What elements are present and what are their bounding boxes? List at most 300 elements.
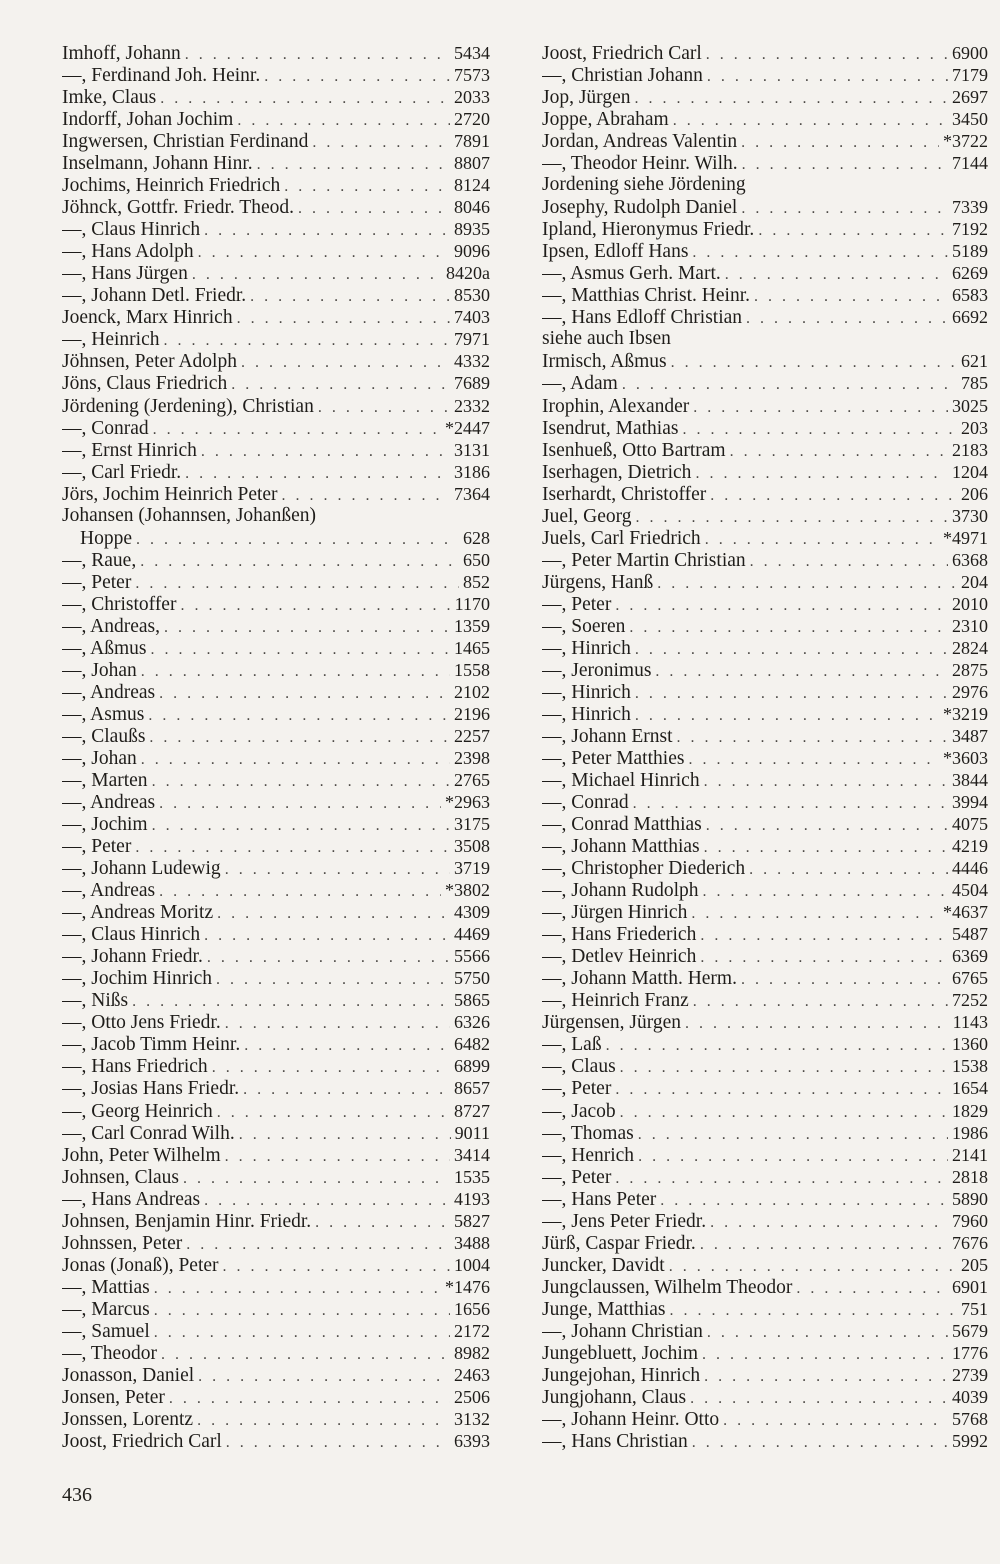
leader-dots — [691, 903, 939, 923]
index-entry — [62, 637, 490, 659]
leader-dots — [159, 881, 441, 901]
entry-name: —, Claußs — [62, 725, 146, 747]
entry-name: Joppe, Abraham — [542, 109, 669, 131]
entry-name: Jöhnsen, Peter Adolph — [62, 351, 237, 373]
index-entry — [62, 593, 490, 615]
index-entry — [542, 835, 988, 857]
index-entry — [542, 306, 988, 328]
entry-number: 6583 — [952, 285, 988, 306]
index-entry — [62, 1188, 490, 1210]
entry-number: 7891 — [454, 131, 490, 152]
entry-name: Ingwersen, Christian Ferdinand — [62, 131, 309, 153]
index-entry — [542, 1011, 988, 1033]
index-entry — [62, 483, 490, 505]
entry-number: 6482 — [454, 1034, 490, 1055]
entry-name: —, Johann Heinr. Otto — [542, 1408, 720, 1430]
leader-dots — [231, 374, 450, 394]
leader-dots — [185, 463, 450, 483]
index-entry — [62, 527, 490, 549]
entry-name: Joost, Friedrich Carl — [62, 1430, 222, 1452]
index-entry — [542, 1100, 988, 1122]
entry-number: 6368 — [952, 549, 988, 570]
index-entry — [62, 857, 490, 879]
entry-name: —, Jochim Hinrich — [62, 968, 213, 990]
entry-number: 4469 — [454, 924, 490, 945]
entry-number: 3488 — [454, 1232, 490, 1253]
index-entry — [542, 1408, 988, 1430]
leader-dots — [192, 264, 442, 284]
leader-dots — [153, 419, 441, 439]
entry-name: —, Johann Ludewig — [62, 858, 221, 880]
index-entry — [62, 1430, 490, 1452]
leader-dots — [671, 352, 957, 372]
entry-name: Irophin, Alexander — [542, 395, 690, 417]
entry-name: —, Thomas — [542, 1122, 634, 1144]
entry-number: 3186 — [454, 461, 490, 482]
leader-dots — [197, 1410, 450, 1430]
entry-number: 1004 — [454, 1254, 490, 1275]
leader-dots — [180, 595, 450, 615]
entry-number: 1654 — [952, 1078, 988, 1099]
entry-name: —, Carl Conrad Wilh. — [62, 1122, 235, 1144]
entry-number: 8982 — [454, 1342, 490, 1363]
leader-dots — [749, 859, 948, 879]
entry-number: *3722 — [943, 131, 988, 152]
entry-name: —, Jacob Timm Heinr. — [62, 1034, 241, 1056]
leader-dots — [704, 771, 948, 791]
leader-dots — [241, 352, 450, 372]
entry-name: —, Johann Friedr. — [62, 946, 203, 968]
index-entry — [62, 1077, 490, 1099]
index-entry — [542, 1077, 988, 1099]
leader-dots — [660, 1190, 948, 1210]
entry-number: 6765 — [952, 968, 988, 989]
entry-number: 6901 — [952, 1276, 988, 1297]
index-entry — [62, 284, 490, 306]
leader-dots — [706, 815, 948, 835]
leader-dots — [702, 1344, 948, 1364]
index-entry — [542, 1188, 988, 1210]
index-entry — [62, 1298, 490, 1320]
entry-name: Isenhueß, Otto Bartram — [542, 439, 726, 461]
entry-number: 1143 — [952, 1012, 988, 1033]
entry-name: —, Otto Jens Friedr. — [62, 1012, 221, 1034]
index-entry — [542, 813, 988, 835]
entry-number: 2010 — [952, 593, 988, 614]
entry-number: *3603 — [943, 748, 988, 768]
entry-name: —, Christoffer — [62, 593, 177, 615]
left-column — [62, 42, 490, 1452]
entry-name: —, Hans Edloff Christian — [542, 307, 743, 329]
index-entry — [62, 703, 490, 725]
entry-number: 6369 — [952, 946, 988, 967]
entry-name: Junge, Matthias — [542, 1298, 666, 1320]
entry-number: 785 — [961, 373, 988, 394]
entry-number: 2818 — [952, 1166, 988, 1187]
entry-number: 8420a — [446, 263, 490, 284]
leader-dots — [638, 1146, 948, 1166]
leader-dots — [695, 463, 948, 483]
index-entry — [62, 1254, 490, 1276]
entry-name: Jordan, Andreas Valentin — [542, 131, 738, 153]
leader-dots — [615, 1079, 948, 1099]
index-entry — [542, 703, 988, 725]
leader-dots — [741, 969, 948, 989]
entry-name: Imke, Claus — [62, 87, 157, 109]
index-entry — [62, 1166, 490, 1188]
entry-number: 3025 — [952, 395, 988, 416]
entry-name: —, Samuel — [62, 1320, 150, 1342]
entry-number: 1204 — [952, 461, 988, 482]
leader-dots — [148, 705, 450, 725]
entry-name: Juel, Georg — [542, 505, 632, 527]
leader-dots — [204, 220, 450, 240]
entry-number: 2310 — [952, 615, 988, 636]
index-entry — [542, 1055, 988, 1077]
index-entry — [62, 395, 490, 417]
index-entry — [542, 108, 988, 130]
index-entry — [62, 152, 490, 174]
entry-name: —, Conrad — [62, 417, 149, 439]
leader-dots — [315, 1212, 450, 1232]
entry-number: *2963 — [445, 792, 490, 813]
page-number: 436 — [62, 1484, 92, 1506]
index-entry — [542, 923, 988, 945]
entry-number: 2172 — [454, 1320, 490, 1341]
entry-number: 3508 — [454, 836, 490, 857]
entry-name: Hoppe — [80, 527, 132, 549]
leader-dots — [185, 44, 450, 64]
index-entry — [542, 989, 988, 1011]
entry-number: 4332 — [454, 351, 490, 372]
entry-number: 204 — [961, 571, 988, 592]
entry-name: Iserhardt, Christoffer — [542, 483, 707, 505]
entry-name: Jungclaussen, Wilhelm Theodor — [542, 1276, 793, 1298]
entry-name: —, Conrad — [542, 792, 629, 814]
entry-number: 1986 — [952, 1122, 988, 1143]
entry-name: —, Hinrich — [542, 703, 631, 725]
leader-dots — [298, 198, 450, 218]
leader-dots — [186, 1234, 450, 1254]
entry-number: 852 — [463, 571, 490, 592]
entry-name: —, Andreas — [62, 681, 156, 703]
leader-dots — [693, 991, 948, 1011]
index-entry — [542, 152, 988, 174]
entry-name: Joenck, Marx Hinrich — [62, 307, 233, 329]
entry-number: 3487 — [952, 725, 988, 746]
index-entry — [542, 284, 988, 306]
index-entry — [542, 967, 988, 989]
entry-number: 2765 — [454, 770, 490, 791]
entry-name: —, Ernst Hinrich — [62, 439, 197, 461]
index-entry — [62, 1122, 490, 1144]
index-entry — [62, 1386, 490, 1408]
entry-number: 8657 — [454, 1078, 490, 1099]
leader-dots — [201, 441, 450, 461]
entry-number: 4193 — [454, 1188, 490, 1209]
index-entry — [542, 791, 988, 813]
index-entry — [62, 923, 490, 945]
leader-dots — [700, 925, 948, 945]
entry-number: *2447 — [445, 417, 490, 438]
entry-number: 8124 — [454, 175, 490, 196]
entry-number: 7179 — [952, 65, 988, 86]
entry-name: —, Hans Friedrich — [62, 1056, 208, 1078]
leader-dots — [682, 419, 957, 439]
entry-number: 9096 — [454, 241, 490, 262]
entry-number: 2739 — [952, 1364, 988, 1385]
index-entry — [62, 505, 490, 527]
leader-dots — [669, 1300, 957, 1320]
leader-dots — [673, 110, 948, 130]
entry-name: Indorff, Johan Jochim — [62, 109, 234, 131]
entry-number: 7339 — [952, 197, 988, 218]
entry-number: 2697 — [952, 87, 988, 108]
entry-number: 2398 — [454, 748, 490, 768]
entry-name: —, Michael Hinrich — [542, 770, 700, 792]
leader-dots — [615, 1168, 948, 1188]
leader-dots — [244, 1035, 450, 1055]
leader-dots — [204, 925, 450, 945]
leader-dots — [655, 661, 948, 681]
entry-name: Jöhnck, Gottfr. Friedr. Theod. — [62, 197, 294, 219]
index-entry — [542, 196, 988, 218]
leader-dots — [669, 1256, 957, 1276]
leader-dots — [204, 1190, 450, 1210]
leader-dots — [615, 595, 948, 615]
index-entry — [542, 1232, 988, 1254]
entry-number: 2875 — [952, 659, 988, 680]
entry-name: Jordening siehe Jördening — [542, 174, 746, 196]
entry-number: 5992 — [952, 1430, 988, 1451]
entry-number: 8935 — [454, 219, 490, 240]
index-entry — [542, 372, 988, 394]
leader-dots — [250, 286, 450, 306]
entry-name: —, Johann Matth. Herm. — [542, 968, 737, 990]
index-entry — [62, 174, 490, 196]
entry-number: 2102 — [454, 681, 490, 702]
entry-name: Ipland, Hieronymus Friedr. — [542, 219, 755, 241]
leader-dots — [741, 198, 948, 218]
entry-name: —, Theodor — [62, 1342, 157, 1364]
leader-dots — [225, 1013, 450, 1033]
leader-dots — [135, 573, 459, 593]
index-entry — [62, 989, 490, 1011]
entry-number: 2976 — [952, 681, 988, 702]
entry-number: 7676 — [952, 1232, 988, 1253]
leader-dots — [217, 903, 450, 923]
leader-dots — [226, 1432, 450, 1452]
entry-name: —, Claus Hinrich — [62, 924, 201, 946]
entry-name: Inselmann, Johann Hinr. — [62, 153, 253, 175]
entry-number: *4637 — [943, 902, 988, 923]
entry-number: 1170 — [454, 593, 490, 614]
index-entry — [542, 945, 988, 967]
index-entry — [62, 1364, 490, 1386]
entry-number: 1535 — [454, 1166, 490, 1187]
leader-dots — [225, 1146, 450, 1166]
index-entry — [62, 64, 490, 86]
leader-dots — [688, 749, 939, 769]
entry-name: Johnssen, Peter — [62, 1232, 183, 1254]
leader-dots — [207, 947, 450, 967]
index-entry — [542, 1386, 988, 1408]
entry-name: Jonsen, Peter — [62, 1386, 165, 1408]
entry-number: *4971 — [943, 527, 988, 548]
leader-dots — [284, 176, 450, 196]
entry-number: 4446 — [952, 858, 988, 879]
entry-number: 2183 — [952, 439, 988, 460]
index-entry — [62, 262, 490, 284]
entry-name: Irmisch, Aßmus — [542, 351, 667, 373]
entry-number: 5566 — [454, 946, 490, 967]
index-entry — [62, 130, 490, 152]
entry-name: Joost, Friedrich Carl — [542, 43, 702, 64]
index-entry — [542, 1254, 988, 1276]
index-entry — [542, 1166, 988, 1188]
index-entry — [62, 725, 490, 747]
entry-name: Jonasson, Daniel — [62, 1364, 195, 1386]
leader-dots — [693, 397, 948, 417]
entry-name: —, Carl Friedr. — [62, 461, 182, 483]
entry-number: 3450 — [952, 109, 988, 130]
entry-name: Jonssen, Lorentz — [62, 1408, 194, 1430]
entry-name: —, Johann Ernst — [542, 725, 673, 747]
index-entry — [542, 505, 988, 527]
entry-number: 5827 — [454, 1210, 490, 1231]
leader-dots — [198, 242, 450, 262]
entry-number: *3802 — [445, 880, 490, 901]
index-entry — [62, 1033, 490, 1055]
entry-number: *1476 — [445, 1276, 490, 1297]
leader-dots — [692, 242, 948, 262]
index-entry — [542, 218, 988, 240]
leader-dots — [677, 727, 948, 747]
entry-number: 6393 — [454, 1430, 490, 1451]
index-entry — [542, 1122, 988, 1144]
leader-dots — [312, 132, 450, 152]
entry-name: —, Theodor Heinr. Wilh. — [542, 153, 738, 175]
index-entry — [542, 262, 988, 284]
entry-number: 7971 — [454, 329, 490, 350]
leader-dots — [635, 705, 939, 725]
entry-number: 2720 — [454, 109, 490, 130]
index-entry — [62, 1276, 490, 1298]
entry-name: —, Asmus — [62, 703, 145, 725]
entry-name: —, Hinrich — [542, 681, 631, 703]
entry-number: 2463 — [454, 1364, 490, 1385]
entry-number: 7960 — [952, 1210, 988, 1231]
entry-number: 5487 — [952, 924, 988, 945]
index-entry — [542, 42, 988, 64]
entry-number: 2506 — [454, 1386, 490, 1407]
entry-name: —, Nißs — [62, 990, 129, 1012]
leader-dots — [620, 1057, 948, 1077]
entry-name: —, Soeren — [542, 615, 626, 637]
leader-dots — [237, 110, 450, 130]
leader-dots — [692, 1432, 948, 1452]
leader-dots — [657, 573, 957, 593]
index-entry — [62, 372, 490, 394]
leader-dots — [223, 1256, 450, 1276]
entry-name: —, Peter — [62, 571, 132, 593]
index-entry — [542, 64, 988, 86]
index-entry — [542, 593, 988, 615]
entry-name: —, Peter — [542, 1078, 612, 1100]
entry-number: 7144 — [952, 153, 988, 174]
entry-number: 1359 — [454, 615, 490, 636]
entry-number: 8046 — [454, 197, 490, 218]
entry-number: 5890 — [952, 1188, 988, 1209]
entry-name: John, Peter Wilhelm — [62, 1144, 221, 1166]
right-column — [542, 42, 988, 1452]
entry-number: 203 — [961, 417, 988, 438]
index-entry — [62, 1144, 490, 1166]
entry-number: 628 — [463, 527, 490, 548]
index-entry — [542, 901, 988, 923]
entry-name: —, Claus — [542, 1056, 616, 1078]
entry-name: —, Johan — [62, 659, 137, 681]
leader-dots — [257, 154, 450, 174]
index-entry — [542, 879, 988, 901]
entry-name: Imhoff, Johann — [62, 43, 181, 64]
leader-dots — [704, 1366, 948, 1386]
index-entry — [542, 747, 988, 769]
entry-number: 8807 — [454, 153, 490, 174]
leader-dots — [237, 308, 450, 328]
index-entry — [542, 86, 988, 108]
leader-dots — [746, 308, 948, 328]
index-entry — [62, 328, 490, 350]
entry-name: —, Asmus Gerh. Mart. — [542, 263, 721, 285]
entry-name: —, Matthias Christ. Heinr. — [542, 285, 750, 307]
entry-number: 3414 — [454, 1144, 490, 1165]
leader-dots — [141, 661, 450, 681]
index-entry — [542, 637, 988, 659]
entry-name: —, Hans Christian — [542, 1430, 688, 1452]
leader-dots — [239, 1124, 451, 1144]
entry-name: —, Peter — [542, 1166, 612, 1188]
index-entry — [62, 1342, 490, 1364]
index-entry — [62, 1408, 490, 1430]
entry-name: Jöns, Claus Friedrich — [62, 373, 228, 395]
leader-dots — [217, 1102, 450, 1122]
entry-name: —, Hans Andreas — [62, 1188, 201, 1210]
entry-name: —, Jacob — [542, 1100, 616, 1122]
index-entry — [62, 835, 490, 857]
index-entry — [542, 659, 988, 681]
index-entry — [62, 1210, 490, 1232]
index-entry — [62, 196, 490, 218]
entry-number: 8530 — [454, 285, 490, 306]
entry-number: 7252 — [952, 990, 988, 1011]
index-entry — [542, 857, 988, 879]
leader-dots — [620, 1102, 948, 1122]
index-entry — [542, 1210, 988, 1232]
index-entry — [62, 681, 490, 703]
entry-number: 4039 — [952, 1386, 988, 1407]
leader-dots — [154, 1300, 450, 1320]
index-entry — [62, 901, 490, 923]
index-entry — [542, 1033, 988, 1055]
entry-number: 3994 — [952, 792, 988, 813]
leader-dots — [796, 1278, 948, 1298]
entry-name: Isendrut, Mathias — [542, 417, 679, 439]
index-entry — [542, 615, 988, 637]
leader-dots — [703, 881, 948, 901]
entry-name: —, Laß — [542, 1034, 602, 1056]
index-entry — [542, 725, 988, 747]
